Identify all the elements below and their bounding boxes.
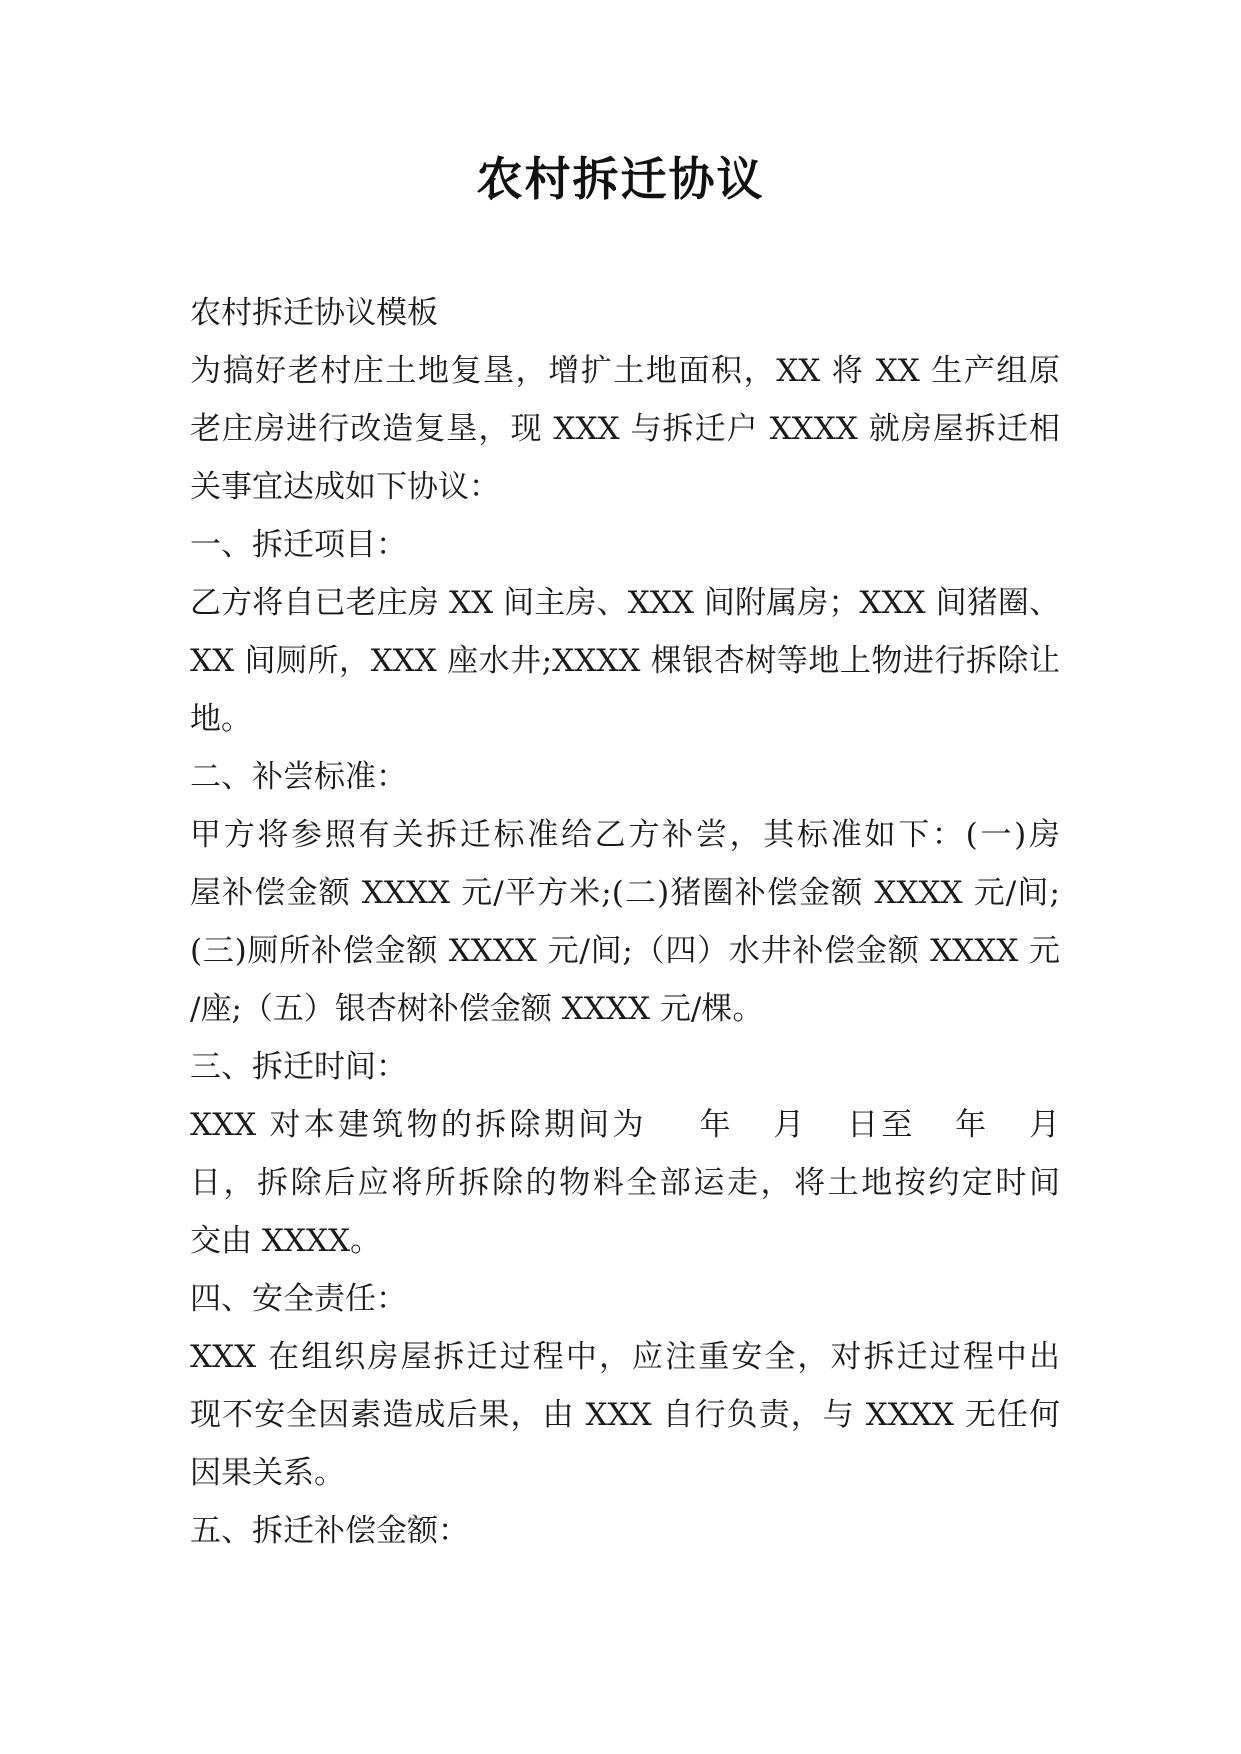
section-3-line-2: 日，拆除后应将所拆除的物料全部运走，将土地按约定时间: [190, 1165, 1060, 1201]
section-heading-3: 三、拆迁时间：: [190, 1049, 407, 1085]
subtitle-line: 农村拆迁协议模板: [190, 295, 438, 331]
section-heading-4: 四、安全责任：: [190, 1281, 407, 1317]
section-heading-1: 一、拆迁项目：: [190, 527, 407, 563]
section-heading-2: 二、补尝标准：: [190, 759, 407, 795]
section-1-line-2: XX 间厕所，XXX 座水井;XXXX 棵银杏树等地上物进行拆除让: [190, 643, 1060, 679]
document-body: [190, 284, 1060, 1560]
intro-line-1: 为搞好老村庄土地复垦，增扩土地面积，XX 将 XX 生产组原: [190, 353, 1060, 389]
section-heading-5: 五、拆迁补偿金额：: [190, 1513, 469, 1549]
section-1-line-1: 乙方将自已老庄房 XX 间主房、XXX 间附属房；XXX 间猪圈、: [190, 585, 1060, 621]
section-1-line-3: 地。: [190, 701, 252, 737]
section-4-line-1: XXX 在组织房屋拆迁过程中，应注重安全，对拆迁过程中出: [190, 1339, 1060, 1375]
section-4-line-3: 因果关系。: [190, 1455, 345, 1491]
section-3-line-1: XXX 对本建筑物的拆除期间为 年 月 日至 年 月: [190, 1107, 1060, 1143]
document-title: 农村拆迁协议: [476, 152, 765, 206]
section-2-line-1: 甲方将参照有关拆迁标准给乙方补尝，其标准如下：(一)房: [190, 817, 1060, 853]
intro-line-3: 关事宜达成如下协议：: [190, 469, 500, 505]
intro-line-2: 老庄房进行改造复垦，现 XXX 与拆迁户 XXXX 就房屋拆迁相: [190, 411, 1060, 447]
section-2-line-2: 屋补偿金额 XXXX 元/平方米;(二)猪圈补偿金额 XXXX 元/间;: [190, 875, 1060, 911]
section-2-line-4: /座;（五）银杏树补偿金额 XXXX 元/棵。: [190, 991, 764, 1027]
section-2-line-3: (三)厕所补偿金额 XXXX 元/间;（四）水井补偿金额 XXXX 元: [190, 933, 1060, 969]
section-4-line-2: 现不安全因素造成后果，由 XXX 自行负责，与 XXXX 无任何: [190, 1397, 1060, 1433]
section-3-line-3: 交由 XXXX。: [190, 1223, 382, 1259]
